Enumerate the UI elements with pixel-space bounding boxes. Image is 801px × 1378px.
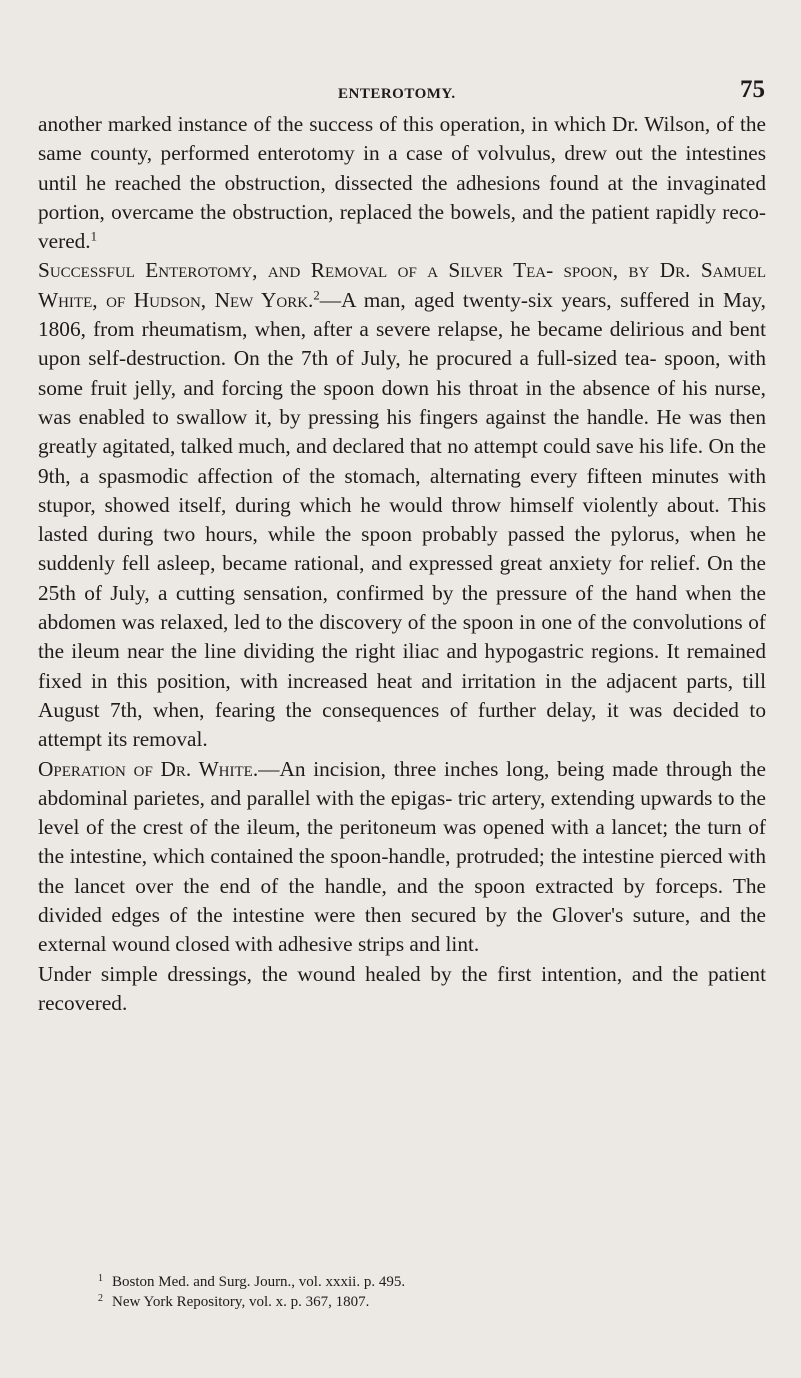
footnote-text: New York Repository, vol. x. p. 367, 1807. (112, 1294, 370, 1310)
footnote-1 (98, 1272, 758, 1292)
footnotes (98, 1272, 758, 1312)
paragraph-3-text: —An incision, three inches long, being made through the abdominal parietes, and parallel with the epigas- tric artery, extending upwards to the level of the crest of the ileum, the peritoneum was opened with a lancet; the turn of the intestine, which contained the spoon-handle, protruded; the intestine pierced with the lancet over the end of the handle, and the spoon extracted by forceps. The divided edges of the intestine were then secured by the Glover's suture, and the external wound closed with adhesive strips and lint. (38, 756, 766, 957)
footnote-ref-1: 1 (90, 229, 98, 244)
running-head: ENTEROTOMY. (338, 86, 456, 102)
paragraph-4: Under simple dressings, the wound healed by the first intention, and the patient recovered. (38, 961, 766, 1015)
paragraph-2 (38, 256, 766, 754)
section-heading-operation: Operation of Dr. White. (38, 756, 259, 781)
paragraph-3 (38, 755, 766, 960)
footnote-mark: 1 (98, 1273, 103, 1284)
page-header (0, 76, 801, 106)
paragraph-1-text: another marked instance of the success of this operation, in which Dr. Wilson, of the same county, performed enterotomy in a case of volvulus, drew out the intestines until he reached the obstruction, dissected the adhesions found at the invaginated portion, overcame the obstruction, replaced the bowels, and the patient rapidly reco- vered. (38, 112, 766, 254)
paragraph-1 (38, 110, 766, 256)
section-heading-successful-enterotomy: Successful Enterotomy, and Removal of a Silver Tea- spoon, by Dr. Samuel White, of Hudson, New York. (38, 258, 766, 312)
page-number: 75 (740, 76, 765, 103)
footnote-ref-2: 2 (313, 288, 320, 303)
paragraph-2-text: —A man, aged twenty-six years, suffered in May, 1806, from rheumatism, when, after a severe relapse, he became delirious and bent upon self-destruction. On the 7th of July, he procured a full-sized tea- spoon, with some fruit jelly, and forcing the spoon down his throat in the absence of his nurse, was enabled to swallow it, by pressing his fingers against the handle. He was then greatly agitated, talked much, and declared that no attempt could save his life. On the 9th, a spasmodic affection of the stomach, alternating every fifteen minutes with stupor, showed itself, during which he would throw himself violently about. This lasted during two hours, while the spoon probably passed the pylorus, when he suddenly fell asleep, became rational, and expressed great anxiety for relief. On the 25th of July, a cutting sensation, confirmed by the pressure of the hand when the abdomen was relaxed, led to the discovery of the spoon in one of the convolutions of the ileum near the line dividing the right iliac and hypogastric regions. It remained fixed in this position, with increased heat and irritation in the adjacent parts, till August 7th, when, fearing the consequences of further delay, it was decided to attempt its removal. (38, 287, 766, 752)
footnote-2 (98, 1292, 758, 1312)
body-text (38, 110, 766, 1018)
footnote-text: Boston Med. and Surg. Journ., vol. xxxii. p. 495. (112, 1274, 406, 1290)
footnote-mark: 2 (98, 1293, 103, 1304)
